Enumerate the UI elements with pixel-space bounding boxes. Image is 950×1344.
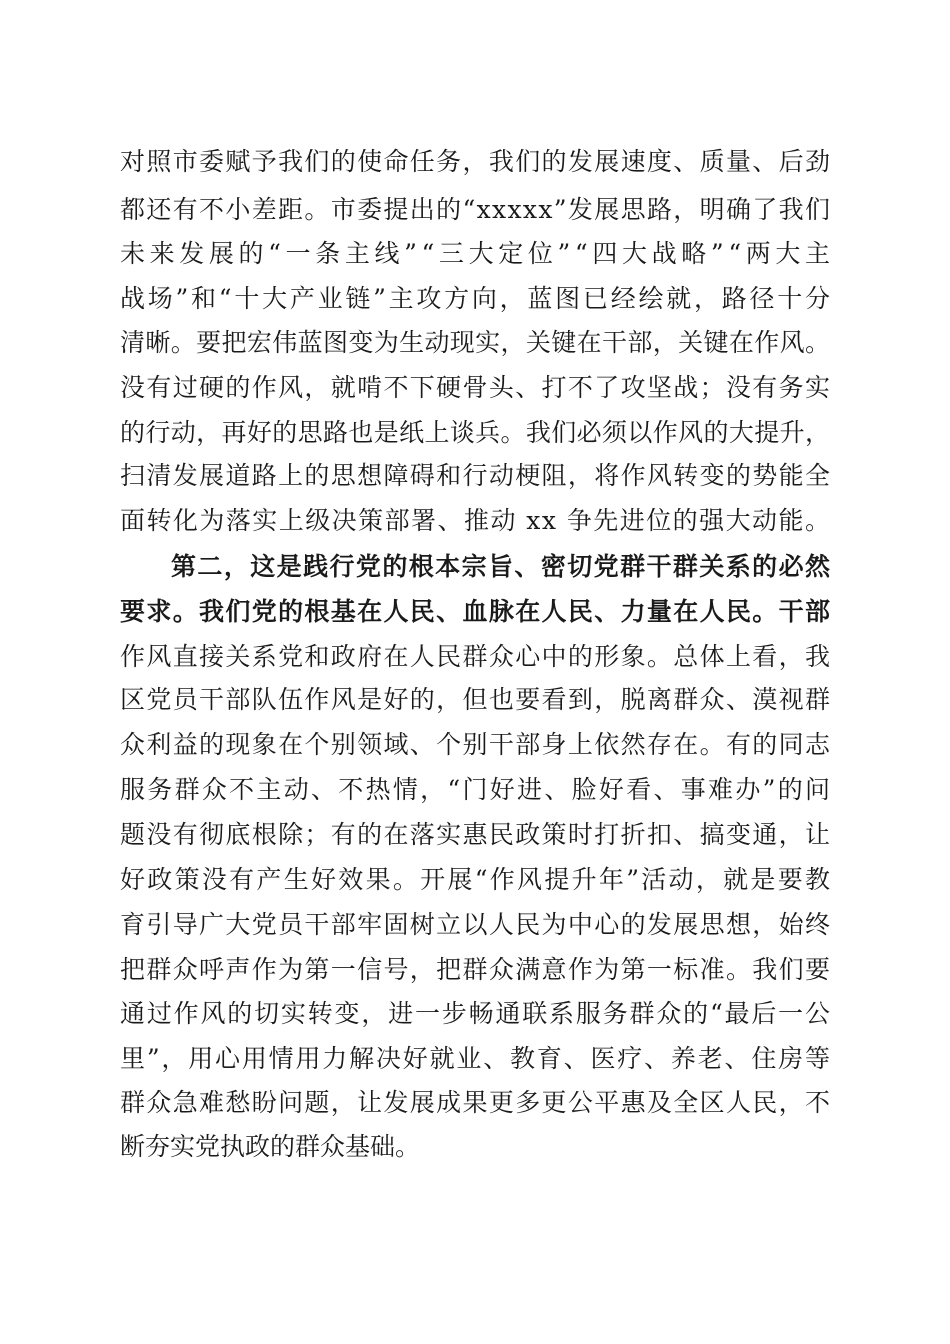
paragraph-heading-text: 要求。我们党的根基在人民、血脉在人民、力量在人民。干部 — [120, 597, 832, 626]
text-line — [0, 142, 950, 182]
text-line — [0, 950, 950, 990]
line-text: 清晰。要把宏伟蓝图变为生动现实，关键在干部，关键在作风。 — [120, 328, 831, 357]
line-text: 群众急难愁盼问题，让发展成果更多更公平惠及全区人民，不 — [120, 1088, 832, 1117]
line-text: 面转化为落实上级决策部署、推动 xx 争先进位的强大动能。 — [120, 506, 832, 535]
text-line — [0, 413, 950, 453]
text-line — [0, 770, 950, 810]
text-line — [0, 680, 950, 720]
text-line — [0, 456, 950, 496]
text-line — [0, 234, 950, 274]
line-text: 对照市委赋予我们的使命任务，我们的发展速度、质量、后劲 — [120, 147, 832, 176]
text-line — [0, 279, 950, 319]
line-text: 众利益的现象在个别领域、个别干部身上依然存在。有的同志 — [120, 730, 832, 759]
line-text: 服务群众不主动、不热情，“门好进、脸好看、事难办”的问 — [120, 775, 833, 804]
text-line — [0, 190, 950, 230]
line-text: 育引导广大党员干部牢固树立以人民为中心的发展思想，始终 — [120, 910, 832, 939]
text-line — [0, 905, 950, 945]
line-text: 区党员干部队伍作风是好的，但也要看到，脱离群众、漠视群 — [120, 685, 832, 714]
text-line — [0, 1083, 950, 1123]
text-line — [0, 501, 950, 541]
line-text: 战场”和“十大产业链”主攻方向，蓝图已经绘就，路径十分 — [120, 284, 833, 313]
line-text: 通过作风的切实转变，进一步畅通联系服务群众的“最后一公 — [120, 999, 832, 1028]
text-line — [0, 860, 950, 900]
paragraph-heading-text: 第二，这是践行党的根本宗旨、密切党群干群关系的必然 — [171, 552, 832, 581]
line-text: 作风直接关系党和政府在人民群众心中的形象。总体上看，我 — [120, 642, 832, 671]
text-line — [0, 725, 950, 765]
text-line — [0, 637, 950, 677]
line-text: 断夯实党执政的群众基础。 — [120, 1132, 421, 1161]
line-text: 好政策没有产生好效果。开展“作风提升年”活动，就是要教 — [120, 865, 833, 894]
text-line — [0, 1127, 950, 1167]
paragraph-heading-line — [0, 592, 950, 632]
line-text: 都还有不小差距。市委提出的“xxxxx”发展思路，明确了我们 — [120, 195, 832, 224]
line-text: 未来发展的“一条主线”“三大定位”“四大战略”“两大主 — [120, 239, 835, 268]
line-text: 的行动，再好的思路也是纸上谈兵。我们必须以作风的大提升， — [120, 418, 831, 447]
line-text: 把群众呼声作为第一信号，把群众满意作为第一标准。我们要 — [120, 955, 832, 984]
text-line — [0, 323, 950, 363]
text-line — [0, 368, 950, 408]
text-line — [0, 815, 950, 855]
line-text: 题没有彻底根除；有的在落实惠民政策时打折扣、搞变通，让 — [120, 820, 832, 849]
line-text: 扫清发展道路上的思想障碍和行动梗阻，将作风转变的势能全 — [120, 461, 832, 490]
line-text: 没有过硬的作风，就啃不下硬骨头、打不了攻坚战；没有务实 — [120, 373, 832, 402]
text-line — [0, 994, 950, 1034]
text-line — [0, 1039, 950, 1079]
line-text: 里”，用心用情用力解决好就业、教育、医疗、养老、住房等 — [120, 1044, 832, 1073]
paragraph-heading-line — [0, 547, 950, 587]
